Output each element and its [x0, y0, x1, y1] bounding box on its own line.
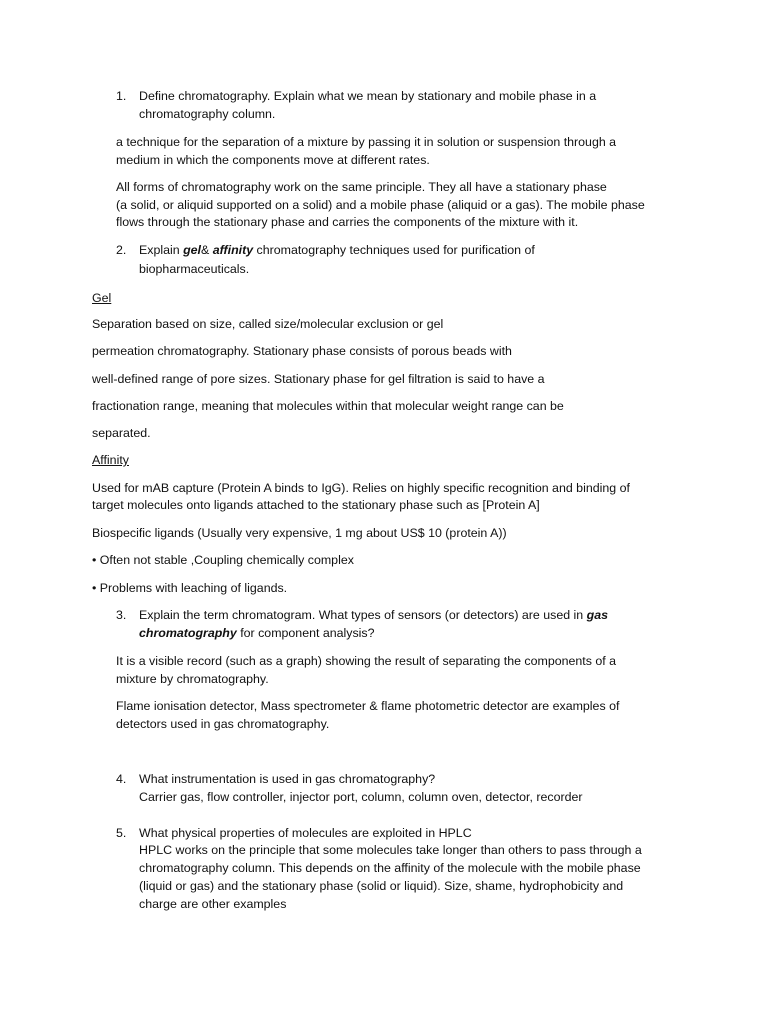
affinity-bullet2: • Problems with leaching of ligands.: [92, 581, 288, 595]
q5-question: What physical properties of molecules are exploited in HPLC: [139, 826, 472, 840]
q2-amp: &: [201, 243, 213, 257]
q4-answer: Carrier gas, flow controller, injector port, column, column oven, detector, recorder: [139, 790, 583, 804]
q2-pre: Explain: [139, 243, 184, 257]
q1-answer-b3: flows through the stationary phase and carries the components of the mixture with it.: [116, 215, 579, 229]
q1-answer-b1: All forms of chromatography work on the same principle. They all have a stationary phase: [116, 180, 607, 194]
q1-number: 1.: [116, 89, 127, 103]
gel-line5: separated.: [92, 426, 151, 440]
gel-line2: permeation chromatography. Stationary phase consists of porous beads with: [92, 344, 512, 358]
affinity-line2: target molecules onto ligands attached to the stationary phase such as [Protein A]: [92, 498, 540, 512]
q3-number: 3.: [116, 608, 127, 622]
q3-chromatography-term: chromatography: [139, 626, 237, 640]
affinity-line1: Used for mAB capture (Protein A binds to IgG). Relies on highly specific recognition and binding of: [92, 481, 630, 495]
q3-answer-b1: Flame ionisation detector, Mass spectrometer & flame photometric detector are examples of: [116, 699, 620, 713]
gel-heading: Gel: [92, 291, 112, 305]
q3-pre: Explain the term chromatogram. What types of sensors (or detectors) are used in: [139, 608, 587, 622]
gel-line3: well-defined range of pore sizes. Stationary phase for gel filtration is said to have a: [92, 372, 545, 386]
q3-post: for component analysis?: [236, 626, 375, 640]
gel-line1: Separation based on size, called size/molecular exclusion or gel: [92, 317, 444, 331]
q2-post: chromatography techniques used for purification of: [253, 243, 535, 257]
q5-answer-line2: chromatography column. This depends on the affinity of the molecule with the mobile phase: [139, 861, 641, 875]
q3-question-line2: [139, 624, 375, 642]
q3-answer-b2: detectors used in gas chromatography.: [116, 717, 330, 731]
q4-question: What instrumentation is used in gas chromatography?: [139, 772, 436, 786]
q5-answer-line3: (liquid or gas) and the stationary phase (solid or liquid). Size, shame, hydrophobicity and: [139, 879, 624, 893]
q2-question-line2: biopharmaceuticals.: [139, 262, 250, 276]
q4-number: 4.: [116, 772, 127, 786]
affinity-bullet1: • Often not stable ,Coupling chemically complex: [92, 553, 354, 567]
q5-number: 5.: [116, 826, 127, 840]
gel-line4: fractionation range, meaning that molecules within that molecular weight range can be: [92, 399, 564, 413]
q3-gas-term: gas: [586, 608, 608, 622]
q2-question-line1: [139, 241, 535, 259]
q3-question-line1: [139, 606, 608, 624]
q2-affinity-term: affinity: [212, 243, 254, 257]
q5-answer-line1: HPLC works on the principle that some molecules take longer than others to pass through a: [139, 843, 642, 857]
q3-answer-a1: It is a visible record (such as a graph) showing the result of separating the components of a: [116, 654, 617, 668]
q2-gel-term: gel: [183, 243, 201, 257]
q1-answer-a1: a technique for the separation of a mixture by passing it in solution or suspension through a: [116, 135, 617, 149]
q5-answer-line4: charge are other examples: [139, 897, 287, 911]
q1-question-line2: chromatography column.: [139, 107, 276, 121]
q1-question-line1: Define chromatography. Explain what we mean by stationary and mobile phase in a: [139, 89, 597, 103]
q2-number: 2.: [116, 243, 127, 257]
q3-answer-a2: mixture by chromatography.: [116, 672, 269, 686]
q1-answer-b2: (a solid, or aliquid supported on a solid) and a mobile phase (aliquid or a gas). The mobile phase: [116, 198, 645, 212]
q1-answer-a2: medium in which the components move at different rates.: [116, 153, 430, 167]
affinity-heading: Affinity: [92, 453, 129, 467]
affinity-line3: Biospecific ligands (Usually very expensive, 1 mg about US$ 10 (protein A)): [92, 526, 507, 540]
